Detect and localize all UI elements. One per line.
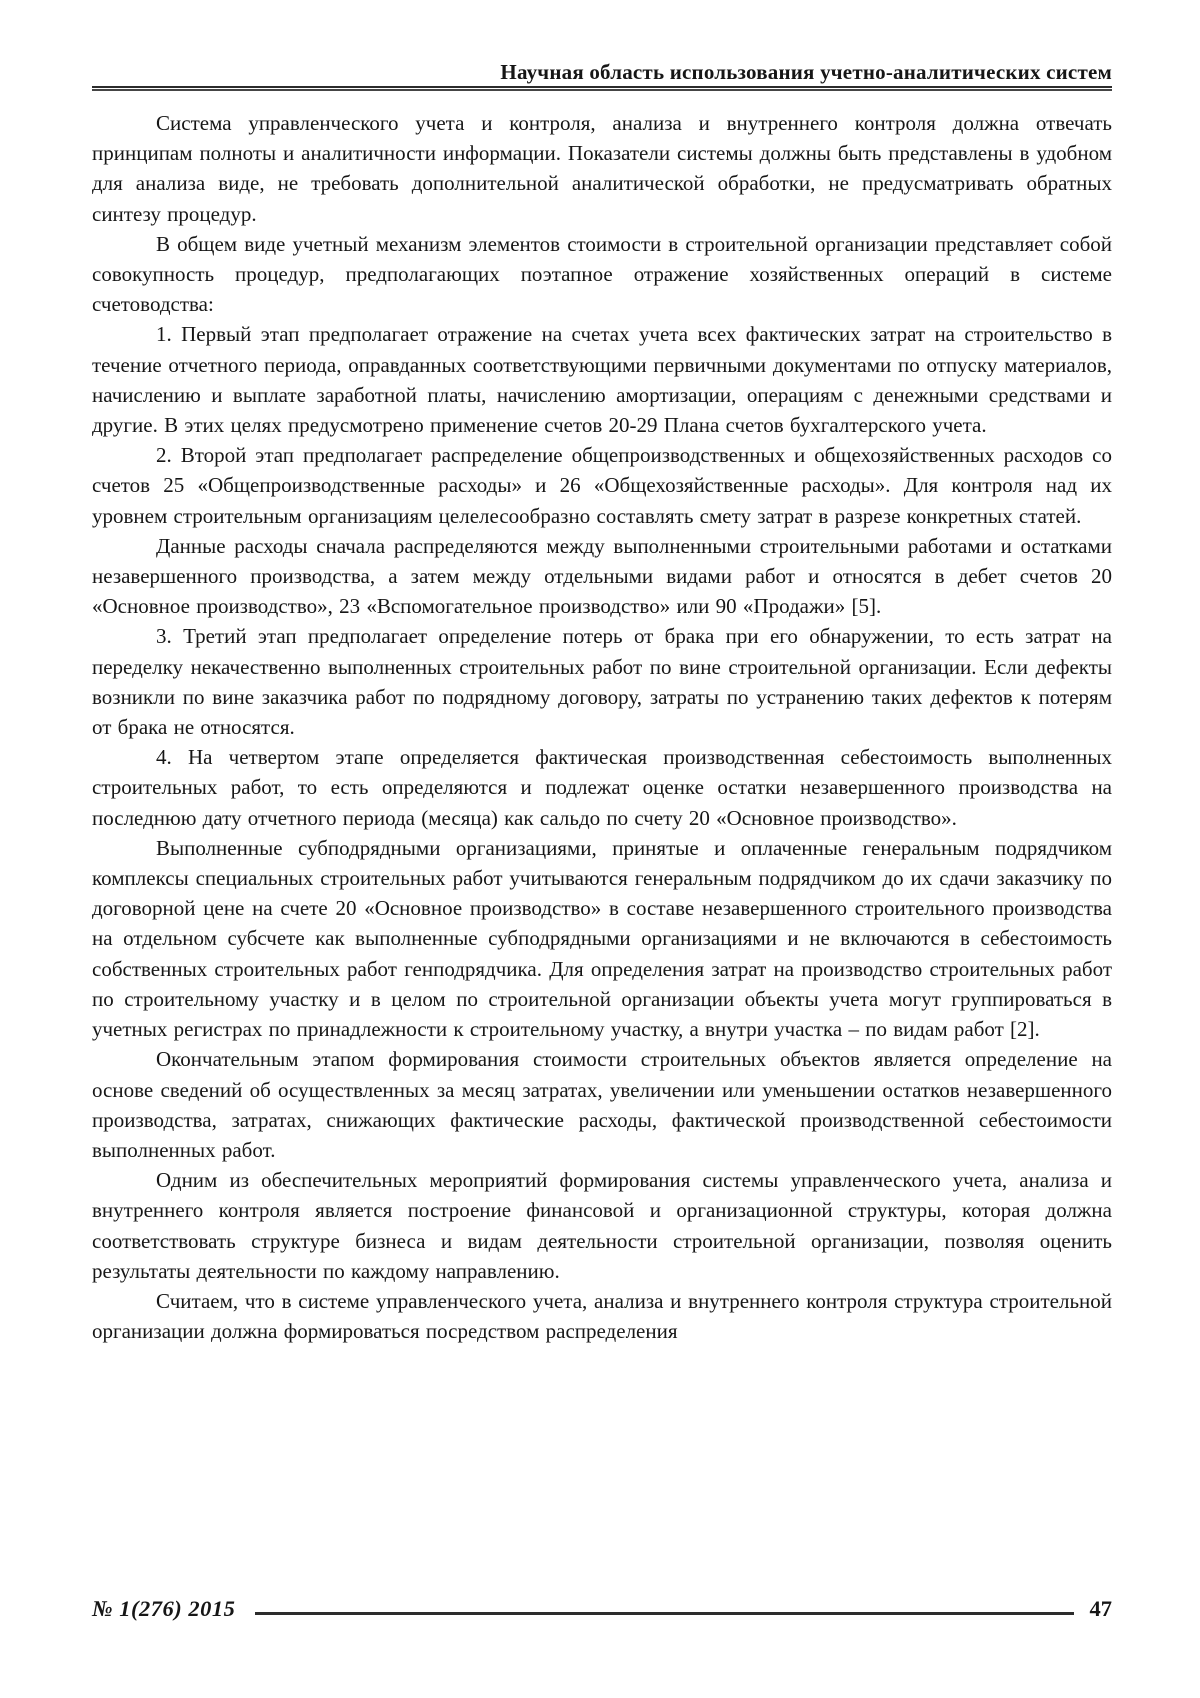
footer-rule [255, 1612, 1073, 1615]
body-paragraph: Выполненные субподрядными организациями, принятые и оплаченные генеральным подрядчиком комплексы специальных строительных работ учитываются генеральным подрядчиком до их сдачи заказчику по договорной цене на счете 20 «Основное производство» в составе незавершенного строительного производства на отдельном субсчете как выполненные субподрядными организациями и не включаются в себестоимость собственных строительных работ генподрядчика. Для определения затрат на производство строительных работ по строительному участку и в целом по строительной организации объекты учета могут группироваться в учетных регистрах по принадлежности к строительному участку, а внутри участка – по видам работ [2]. [92, 835, 1112, 1042]
body-paragraph: 2. Второй этап предполагает распределение общепроизводственных и общехозяйственных расходов со счетов 25 «Общепроизводственные расходы» и 26 «Общехозяйственные расходы». Для контроля над их уровнем строительным организациям целелесообразно составлять смету затрат в разрезе конкретных статей. [92, 443, 1112, 528]
running-title: Научная область использования учетно-аналитических систем [500, 60, 1112, 84]
body-paragraph: 3. Третий этап предполагает определение потерь от брака при его обнаружении, то есть затрат на переделку некачественно выполненных строительных работ по вине строительной организации. Если дефекты возникли по вине заказчика работ по подрядному договору, затраты по устранению таких дефектов к потерям от брака не относятся. [92, 624, 1112, 740]
body-paragraph: Считаем, что в системе управленческого учета, анализа и внутреннего контроля структура строительной организации должна формироваться посредством распределения [92, 1288, 1112, 1344]
body-paragraph: 4. На четвертом этапе определяется фактическая производственная себестоимость выполненных строительных работ, то есть определяются и подлежат оценке остатки незавершенного производства на последнюю дату отчетного периода (месяца) как сальдо по счету 20 «Основное производство». [92, 745, 1112, 830]
header-rule [92, 86, 1112, 91]
page-number: 47 [1089, 1596, 1112, 1621]
body-paragraph: Окончательным этапом формирования стоимости строительных объектов является определение на основе сведений об осуществленных за месяц затратах, увеличении или уменьшении остатков незавершенного производства, затратах, снижающих фактические расходы, фактической производственной себестоимости выполненных работ. [92, 1047, 1112, 1162]
body-paragraph: 1. Первый этап предполагает отражение на счетах учета всех фактических затрат на строительство в течение отчетного периода, оправданных соответствующими первичными документами по отпуску материалов, начислению и выплате заработной платы, начислению амортизации, операциям с денежными средствами и другие. В этих целях предусмотрено применение счетов 20-29 Плана счетов бухгалтерского учета. [92, 322, 1112, 438]
page-header [92, 60, 1112, 91]
body-paragraph: Система управленческого учета и контроля, анализа и внутреннего контроля должна отвечать принципам полноты и аналитичности информации. Показатели системы должны быть представлены в удобном для анализа виде, не требовать дополнительной аналитической обработки, не предусматривать обратных синтезу процедур. [92, 111, 1112, 226]
body-paragraph: Одним из обеспечительных мероприятий формирования системы управленческого учета, анализа и внутреннего контроля является построение финансовой и организационной структуры, которая должна соответствовать структуре бизнеса и видам деятельности строительной организации, позволяя оценить результаты деятельности по каждому направлению. [92, 1168, 1112, 1283]
issue-label: № 1(276) 2015 [92, 1596, 236, 1621]
page-footer [92, 1596, 1112, 1622]
article-body [92, 108, 1112, 1346]
body-paragraph: В общем виде учетный механизм элементов стоимости в строительной организации представляет собой совокупность процедур, предполагающих поэтапное отражение хозяйственных операций в системе счетоводства: [92, 231, 1112, 317]
body-paragraph: Данные расходы сначала распределяются между выполненными строительными работами и остатками незавершенного производства, а затем между отдельными видами работ и относятся в дебет счетов 20 «Основное производство», 23 «Вспомогательное производство» или 90 «Продажи» [5]. [92, 533, 1112, 619]
